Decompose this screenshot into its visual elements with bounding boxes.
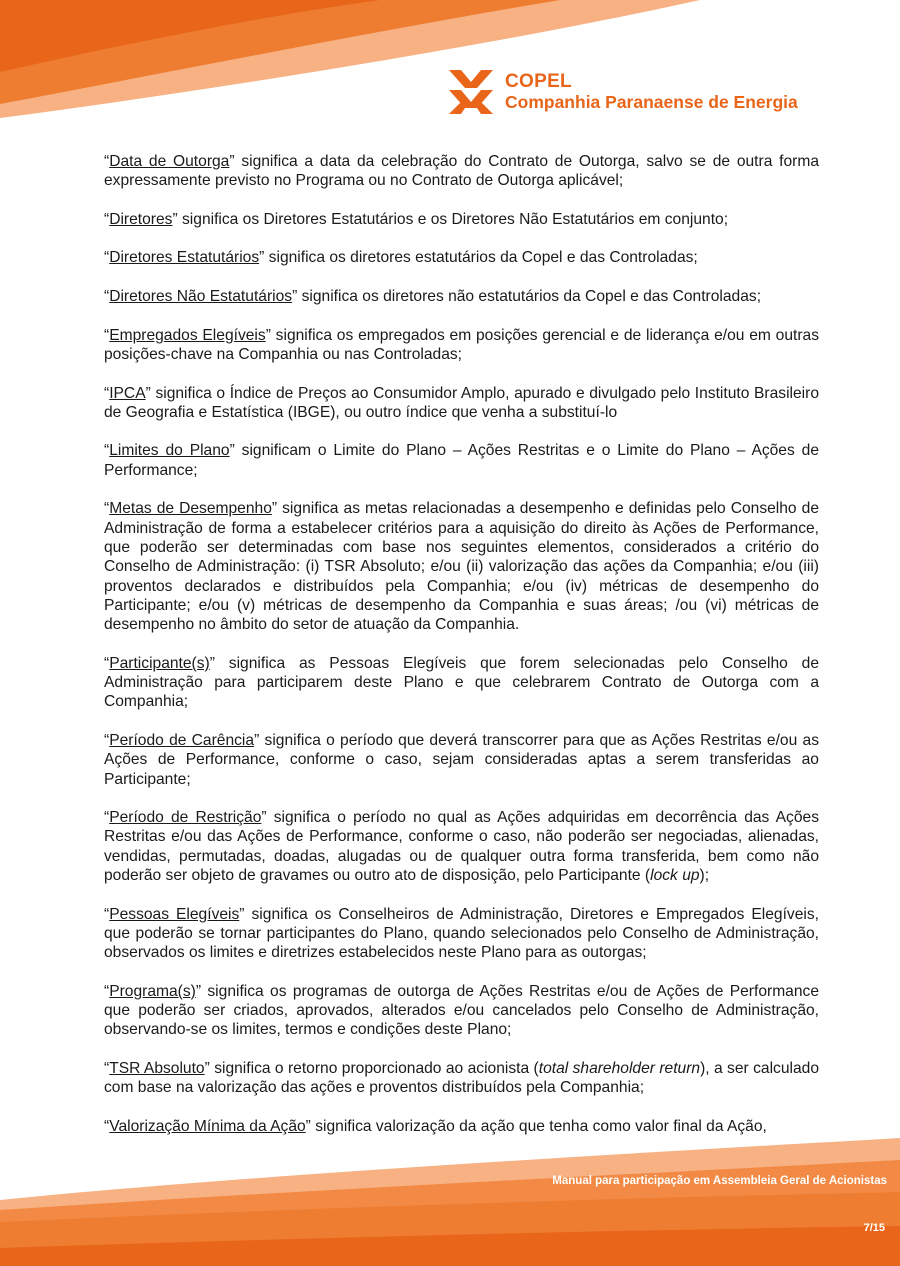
definition-text: significa o período que deverá transcorrer para que as Ações Restritas e/ou as Ações de Performance, conforme o caso, sejam consideradas aptas a serem transferidas ao Participante; — [104, 731, 819, 788]
definition-term: Período de Restrição — [109, 809, 262, 827]
definition-item: “Empregados Elegíveis” significa os empregados em posições gerencial e de liderança e/ou em outras posições-chave na Companhia ou nas Controladas; — [104, 326, 819, 363]
definition-text: significa os Diretores Estatutários e os Diretores Não Estatutários em conjunto; — [177, 210, 729, 228]
definition-item: “Programa(s)” significa os programas de outorga de Ações Restritas e/ou de Ações de Performance que poderão ser criados, aprovados, alterados e/ou cancelados pelo Conselho de Administração, observando-se os limites, termos e condições deste Plano; — [104, 982, 819, 1039]
definition-text: significa o Índice de Preços ao Consumidor Amplo, apurado e divulgado pelo Instituto Brasileiro de Geografia e Estatística (IBGE), ou outro índice que venha a substituí-lo — [104, 384, 819, 421]
definition-text: significa o retorno proporcionado ao acionista ( — [209, 1059, 539, 1077]
definition-term: Valorização Mínima da Ação — [109, 1117, 306, 1135]
definition-term: Limites do Plano — [109, 442, 230, 460]
company-name: COPEL — [505, 71, 572, 92]
definition-text-after: ), a ser calculado com base na valorização das ações e proventos distribuídos pela Companhia; — [104, 1059, 819, 1097]
definition-item: “TSR Absoluto” significa o retorno proporcionado ao acionista (total shareholder return), a ser calculado com base na valorização das ações e proventos distribuídos pela Companhia; — [104, 1059, 819, 1097]
definition-item: “Diretores Não Estatutários” significa os diretores não estatutários da Copel e das Controladas; — [104, 288, 762, 306]
definition-text: significa a data da celebração do Contrato de Outorga, salvo se de outra forma expressamente previsto no Programa ou no Contrato de Outorga aplicável; — [104, 153, 819, 190]
definition-text-after: ); — [699, 866, 710, 884]
definition-term: Metas de Desempenho — [109, 500, 272, 518]
definition-item: “Diretores” significa os Diretores Estatutários e os Diretores Não Estatutários em conjunto; — [104, 210, 729, 228]
definition-term: Período de Carência — [109, 731, 255, 749]
definitions-list — [104, 152, 819, 1155]
definition-item: “Limites do Plano” significam o Limite do Plano – Ações Restritas e o Limite do Plano – Ações de Performance; — [104, 442, 820, 479]
definition-item: “Participante(s)” significa as Pessoas Elegíveis que forem selecionadas pelo Conselho de Administração para participarem deste Plano e que celebrarem Contrato de Outorga com a Companhia; — [104, 654, 819, 711]
definition-italic: lock up — [650, 866, 700, 884]
definition-term: IPCA — [109, 384, 146, 402]
definition-item: “IPCA” significa o Índice de Preços ao Consumidor Amplo, apurado e divulgado pelo Instituto Brasileiro de Geografia e Estatística (IBGE), ou outro índice que venha a substituí-lo — [104, 384, 819, 421]
definition-term: Participante(s) — [109, 654, 210, 672]
definition-term: Data de Outorga — [109, 153, 230, 170]
copel-logo-icon — [447, 68, 495, 116]
definition-term: Empregados Elegíveis — [109, 326, 266, 344]
definition-text: significa os diretores estatutários da Copel e das Controladas; — [264, 249, 698, 267]
page-number: 7/15 — [863, 1222, 885, 1234]
definition-item: “Valorização Mínima da Ação” significa valorização da ação que tenha como valor final da Ação, — [104, 1117, 767, 1135]
definition-item: “Período de Restrição” significa o período no qual as Ações adquiridas em decorrência das Ações Restritas e/ou das Ações de Performance, conforme o caso, não poderão ser negociadas, alienadas, vendidas, permutadas, doadas, alugadas ou de qualquer outra forma transferida, bem como não poderão ser objeto de gravames ou outro ato de disposição, pelo Participante (lock up); — [104, 809, 819, 884]
definition-text: significa os empregados em posições gerencial e de liderança e/ou em outras posições-chave na Companhia ou nas Controladas; — [104, 326, 819, 363]
definition-item: “Data de Outorga” significa a data da celebração do Contrato de Outorga, salvo se de outra forma expressamente previsto no Programa ou no Contrato de Outorga aplicável; — [104, 153, 819, 190]
definition-term: Diretores — [109, 210, 173, 228]
definition-text: significam o Limite do Plano – Ações Restritas e o Limite do Plano – Ações de Performance; — [104, 442, 820, 479]
definition-item: “Metas de Desempenho” significa as metas relacionadas a desempenho e definidas pelo Conselho de Administração de forma a estabelecer critérios para a aquisição do direito às Ações de Performance, que poderão ser determinadas com base nos seguintes elementos, considerados a critério do Conselho de Administração: (i) TSR Absoluto; e/ou (ii) valorização das ações da Companhia; e/ou (iii) proventos declarados e distribuídos pela Companhia; e/ou (iv) métricas de desempenho do Participante; e/ou (v) métricas de desempenho da Companhia e suas áreas; /ou (vi) métricas de desempenho no âmbito do setor de atuação da Companhia. — [104, 500, 819, 634]
footer-title: Manual para participação em Assembleia Geral de Acionistas — [552, 1175, 887, 1187]
footer-swoosh — [0, 1130, 900, 1266]
definition-term: Diretores Estatutários — [109, 249, 260, 267]
definition-text: significa as Pessoas Elegíveis que forem selecionadas pelo Conselho de Administração para participarem deste Plano e que celebrarem Contrato de Outorga com a Companhia; — [104, 654, 819, 711]
definition-text: significa valorização da ação que tenha como valor final da Ação, — [310, 1117, 767, 1135]
company-logo — [447, 68, 798, 116]
definition-text: significa os diretores não estatutários da Copel e das Controladas; — [297, 288, 762, 306]
definition-term: TSR Absoluto — [109, 1059, 205, 1077]
definition-italic: total shareholder return — [538, 1059, 701, 1077]
definition-text: significa os Conselheiros de Administração, Diretores e Empregados Elegíveis, que poderão se tornar participantes do Plano, quando selecionados pelo Conselho de Administração, observados os limites e diretrizes estabelecidos neste Plano para as outorgas; — [104, 905, 819, 962]
definition-text: significa o período no qual as Ações adquiridas em decorrência das Ações Restritas e/ou das Ações de Performance, conforme o caso, não poderão ser negociadas, alienadas, vendidas, permutadas, doadas, alugadas ou de qualquer outra forma transferida, bem como não poderão ser objeto de gravames ou outro ato de disposição, pelo Participante ( — [104, 809, 819, 884]
definition-term: Diretores Não Estatutários — [109, 288, 293, 306]
definition-term: Pessoas Elegíveis — [109, 905, 240, 923]
definition-text: significa as metas relacionadas a desempenho e definidas pelo Conselho de Administração de forma a estabelecer critérios para a aquisição do direito às Ações de Performance, que poderão ser determinadas com base nos seguintes elementos, considerados a critério do Conselho de Administração: (i) TSR Absoluto; e/ou (ii) valorização das ações da Companhia; e/ou (iii) proventos declarados e distribuídos pela Companhia; e/ou (iv) métricas de desempenho do Participante; e/ou (v) métricas de desempenho da Companhia e suas áreas; /ou (vi) métricas de desempenho no âmbito do setor de atuação da Companhia. — [104, 500, 819, 634]
definition-item: “Pessoas Elegíveis” significa os Conselheiros de Administração, Diretores e Empregados Elegíveis, que poderão se tornar participantes do Plano, quando selecionados pelo Conselho de Administração, observados os limites e diretrizes estabelecidos neste Plano para as outorgas; — [104, 905, 819, 962]
definition-text: significa os programas de outorga de Ações Restritas e/ou de Ações de Performance que poderão ser criados, aprovados, alterados e/ou cancelados pelo Conselho de Administração, observando-se os limites, termos e condições deste Plano; — [104, 982, 819, 1039]
definition-item: “Diretores Estatutários” significa os diretores estatutários da Copel e das Controladas; — [104, 249, 698, 267]
definition-item: “Período de Carência” significa o período que deverá transcorrer para que as Ações Restritas e/ou as Ações de Performance, conforme o caso, sejam consideradas aptas a serem transferidas ao Participante; — [104, 731, 819, 788]
definition-term: Programa(s) — [109, 982, 196, 1000]
company-full-name: Companhia Paranaense de Energia — [505, 92, 798, 112]
